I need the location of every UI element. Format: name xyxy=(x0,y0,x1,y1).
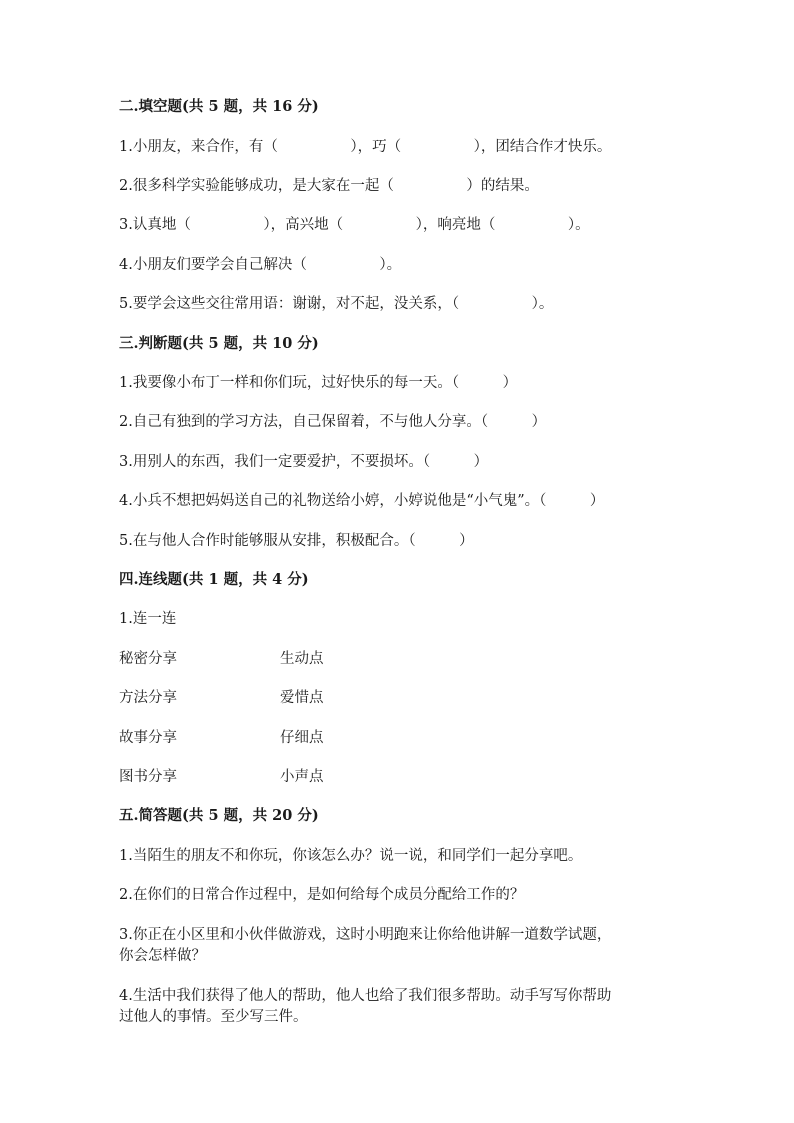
match-right-item: 仔细点 xyxy=(280,730,324,746)
section-heading-short-answer: 五.简答题(共 5 题，共 20 分) xyxy=(119,807,319,824)
question-item-continued: 过他人的事情。至少写三件。 xyxy=(119,1009,308,1025)
question-item: 1.我要像小布丁一样和你们玩，过好快乐的每一天。（ ） xyxy=(119,375,518,391)
match-right-item: 爱惜点 xyxy=(280,690,324,706)
question-item: 4.小兵不想把妈妈送自己的礼物送给小婷，小婷说他是“小气鬼”。（ ） xyxy=(119,493,605,509)
section-heading-matching: 四.连线题(共 1 题，共 4 分) xyxy=(119,571,309,588)
question-item: 4.小朋友们要学会自己解决（ ）。 xyxy=(119,257,402,273)
match-left-item: 图书分享 xyxy=(119,769,177,785)
question-item: 3.用别人的东西，我们一定要爱护，不要损坏。（ ） xyxy=(119,454,489,470)
matching-question: 1.连一连 xyxy=(119,611,177,627)
question-item: 2.很多科学实验能够成功，是大家在一起（ ）的结果。 xyxy=(119,178,539,194)
question-item: 2.在你们的日常合作过程中，是如何给每个成员分配给工作的？ xyxy=(119,887,525,903)
section-heading-fill-blank: 二.填空题(共 5 题，共 16 分) xyxy=(119,98,319,115)
question-item: 4.生活中我们获得了他人的帮助，他人也给了我们很多帮助。动手写写你帮助 xyxy=(119,988,612,1004)
question-item: 5.要学会这些交往常用语：谢谢，对不起，没关系，（ ）。 xyxy=(119,296,554,312)
question-item: 1.当陌生的朋友不和你玩，你该怎么办？说一说，和同学们一起分享吧。 xyxy=(119,848,583,864)
match-left-item: 秘密分享 xyxy=(119,651,177,667)
section-heading-true-false: 三.判断题(共 5 题，共 10 分) xyxy=(119,335,319,352)
question-item: 5.在与他人合作时能够服从安排，积极配合。（ ） xyxy=(119,533,474,549)
question-item: 3.认真地（ ），高兴地（ ），响亮地（ ）。 xyxy=(119,217,590,233)
question-item: 3.你正在小区里和小伙伴做游戏，这时小明跑来让你给他讲解一道数学试题， xyxy=(119,927,612,943)
question-item-continued: 你会怎样做？ xyxy=(119,948,206,964)
match-right-item: 生动点 xyxy=(280,651,324,667)
question-item: 2.自己有独到的学习方法，自己保留着，不与他人分享。（ ） xyxy=(119,414,547,430)
match-right-item: 小声点 xyxy=(280,769,324,785)
match-left-item: 故事分享 xyxy=(119,730,177,746)
match-left-item: 方法分享 xyxy=(119,690,177,706)
question-item: 1.小朋友，来合作，有（ ），巧（ ），团结合作才快乐。 xyxy=(119,139,612,155)
